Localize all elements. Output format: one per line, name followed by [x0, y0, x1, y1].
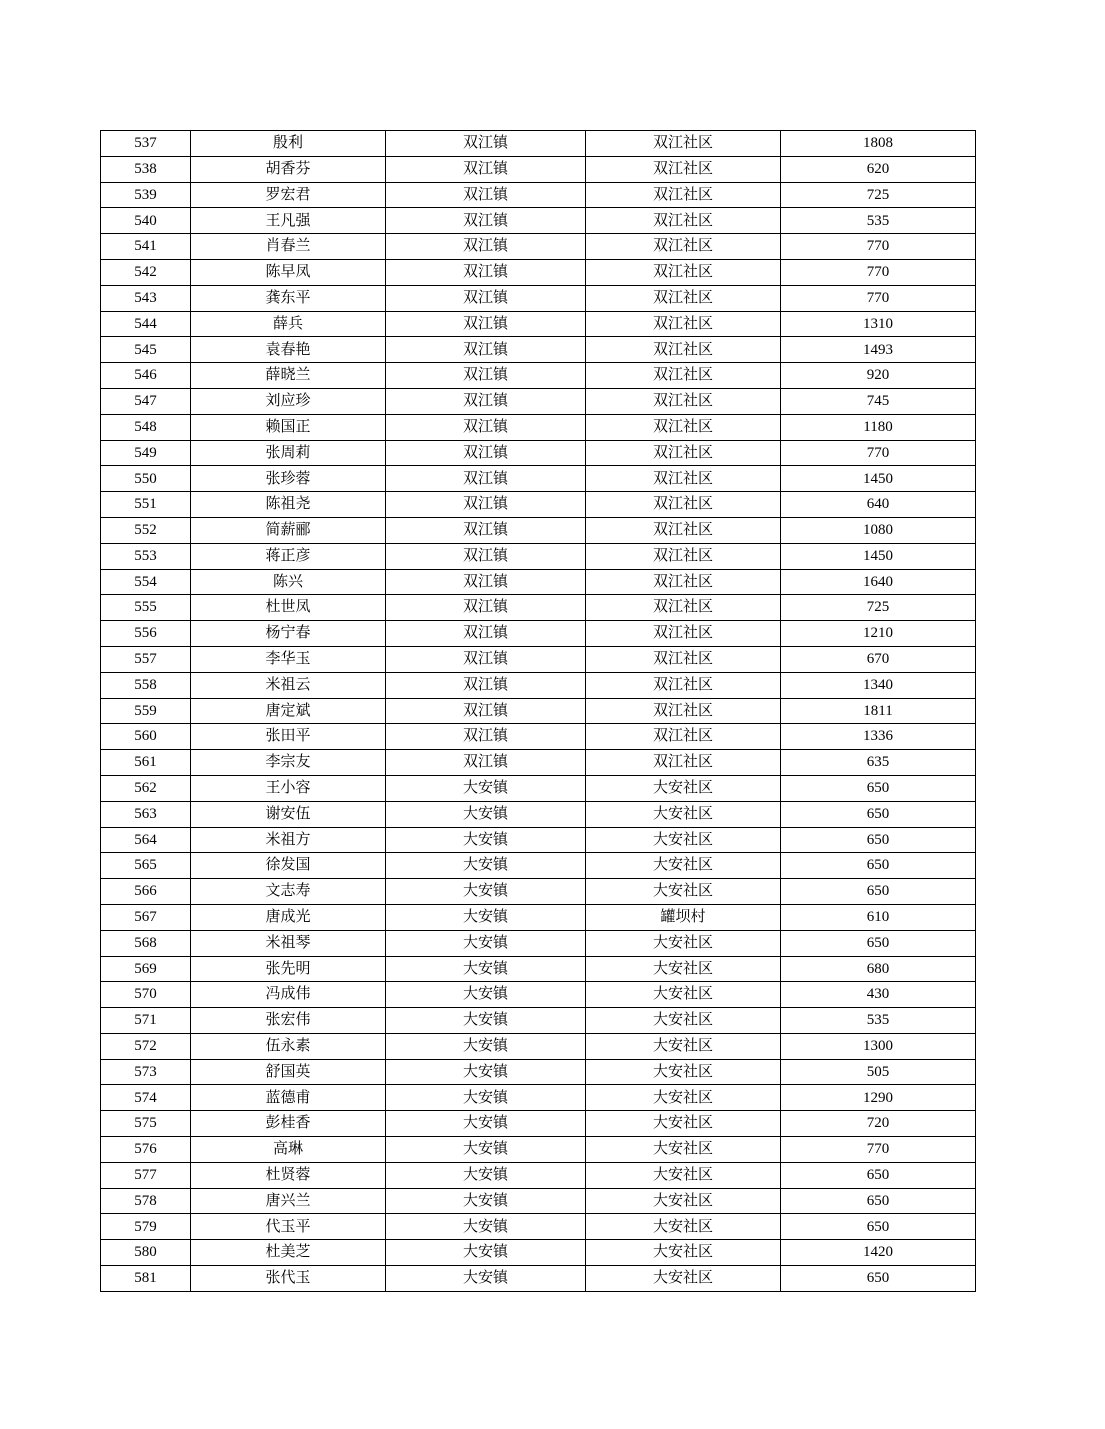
- row-number-cell: 551: [101, 492, 191, 518]
- table-row: [101, 904, 976, 930]
- row-number-cell: 567: [101, 904, 191, 930]
- amount-cell: 1180: [781, 414, 976, 440]
- row-number-cell: 546: [101, 363, 191, 389]
- amount-cell: 770: [781, 440, 976, 466]
- name-cell: 文志寿: [191, 879, 386, 905]
- table-row: [101, 156, 976, 182]
- name-cell: 李华玉: [191, 646, 386, 672]
- row-number-cell: 555: [101, 595, 191, 621]
- community-cell: 双江社区: [586, 259, 781, 285]
- amount-cell: 650: [781, 1214, 976, 1240]
- table-row: [101, 1059, 976, 1085]
- community-cell: 双江社区: [586, 131, 781, 157]
- row-number-cell: 561: [101, 750, 191, 776]
- town-cell: 双江镇: [386, 440, 586, 466]
- row-number-cell: 543: [101, 285, 191, 311]
- community-cell: 大安社区: [586, 1214, 781, 1240]
- amount-cell: 1450: [781, 543, 976, 569]
- town-cell: 大安镇: [386, 1111, 586, 1137]
- amount-cell: 1290: [781, 1085, 976, 1111]
- community-cell: 双江社区: [586, 750, 781, 776]
- town-cell: 双江镇: [386, 621, 586, 647]
- town-cell: 双江镇: [386, 234, 586, 260]
- community-cell: 双江社区: [586, 156, 781, 182]
- table-row: [101, 1162, 976, 1188]
- table-row: [101, 646, 976, 672]
- amount-cell: 1420: [781, 1240, 976, 1266]
- town-cell: 大安镇: [386, 853, 586, 879]
- row-number-cell: 570: [101, 982, 191, 1008]
- community-cell: 双江社区: [586, 208, 781, 234]
- row-number-cell: 566: [101, 879, 191, 905]
- community-cell: 大安社区: [586, 775, 781, 801]
- town-cell: 双江镇: [386, 646, 586, 672]
- table-row: [101, 853, 976, 879]
- town-cell: 双江镇: [386, 492, 586, 518]
- table-row: [101, 698, 976, 724]
- row-number-cell: 544: [101, 311, 191, 337]
- community-cell: 大安社区: [586, 956, 781, 982]
- name-cell: 陈兴: [191, 569, 386, 595]
- town-cell: 双江镇: [386, 569, 586, 595]
- row-number-cell: 542: [101, 259, 191, 285]
- table-row: [101, 595, 976, 621]
- community-cell: 大安社区: [586, 853, 781, 879]
- town-cell: 双江镇: [386, 724, 586, 750]
- community-cell: 罐坝村: [586, 904, 781, 930]
- amount-cell: 650: [781, 930, 976, 956]
- town-cell: 大安镇: [386, 1033, 586, 1059]
- amount-cell: 650: [781, 1188, 976, 1214]
- town-cell: 双江镇: [386, 414, 586, 440]
- row-number-cell: 568: [101, 930, 191, 956]
- row-number-cell: 541: [101, 234, 191, 260]
- row-number-cell: 548: [101, 414, 191, 440]
- town-cell: 大安镇: [386, 775, 586, 801]
- table-row: [101, 750, 976, 776]
- community-cell: 大安社区: [586, 1059, 781, 1085]
- amount-cell: 1808: [781, 131, 976, 157]
- table-row: [101, 363, 976, 389]
- row-number-cell: 578: [101, 1188, 191, 1214]
- amount-cell: 680: [781, 956, 976, 982]
- amount-cell: 770: [781, 1137, 976, 1163]
- town-cell: 双江镇: [386, 543, 586, 569]
- town-cell: 双江镇: [386, 750, 586, 776]
- name-cell: 杨宁春: [191, 621, 386, 647]
- name-cell: 王小容: [191, 775, 386, 801]
- town-cell: 大安镇: [386, 1162, 586, 1188]
- town-cell: 大安镇: [386, 1085, 586, 1111]
- table-row: [101, 672, 976, 698]
- name-cell: 肖春兰: [191, 234, 386, 260]
- name-cell: 代玉平: [191, 1214, 386, 1240]
- community-cell: 双江社区: [586, 543, 781, 569]
- row-number-cell: 537: [101, 131, 191, 157]
- row-number-cell: 554: [101, 569, 191, 595]
- row-number-cell: 572: [101, 1033, 191, 1059]
- community-cell: 双江社区: [586, 724, 781, 750]
- community-cell: 双江社区: [586, 234, 781, 260]
- community-cell: 大安社区: [586, 879, 781, 905]
- amount-cell: 1811: [781, 698, 976, 724]
- table-row: [101, 724, 976, 750]
- amount-cell: 745: [781, 388, 976, 414]
- amount-cell: 505: [781, 1059, 976, 1085]
- community-cell: 大安社区: [586, 801, 781, 827]
- amount-cell: 1210: [781, 621, 976, 647]
- town-cell: 双江镇: [386, 311, 586, 337]
- amount-cell: 1080: [781, 517, 976, 543]
- town-cell: 大安镇: [386, 1137, 586, 1163]
- row-number-cell: 581: [101, 1266, 191, 1292]
- community-cell: 双江社区: [586, 672, 781, 698]
- community-cell: 双江社区: [586, 698, 781, 724]
- table-row: [101, 569, 976, 595]
- amount-cell: 1493: [781, 337, 976, 363]
- town-cell: 大安镇: [386, 1240, 586, 1266]
- community-cell: 双江社区: [586, 517, 781, 543]
- table-row: [101, 440, 976, 466]
- row-number-cell: 562: [101, 775, 191, 801]
- row-number-cell: 576: [101, 1137, 191, 1163]
- town-cell: 双江镇: [386, 208, 586, 234]
- amount-cell: 1336: [781, 724, 976, 750]
- town-cell: 大安镇: [386, 930, 586, 956]
- row-number-cell: 550: [101, 466, 191, 492]
- amount-cell: 1450: [781, 466, 976, 492]
- community-cell: 双江社区: [586, 285, 781, 311]
- name-cell: 薛晓兰: [191, 363, 386, 389]
- name-cell: 彭桂香: [191, 1111, 386, 1137]
- community-cell: 双江社区: [586, 414, 781, 440]
- community-cell: 双江社区: [586, 440, 781, 466]
- amount-cell: 650: [781, 853, 976, 879]
- amount-cell: 1640: [781, 569, 976, 595]
- name-cell: 罗宏君: [191, 182, 386, 208]
- row-number-cell: 574: [101, 1085, 191, 1111]
- community-cell: 双江社区: [586, 569, 781, 595]
- community-cell: 双江社区: [586, 337, 781, 363]
- name-cell: 张珍蓉: [191, 466, 386, 492]
- table-row: [101, 208, 976, 234]
- amount-cell: 670: [781, 646, 976, 672]
- amount-cell: 1340: [781, 672, 976, 698]
- name-cell: 刘应珍: [191, 388, 386, 414]
- town-cell: 双江镇: [386, 182, 586, 208]
- town-cell: 大安镇: [386, 801, 586, 827]
- amount-cell: 1310: [781, 311, 976, 337]
- table-row: [101, 982, 976, 1008]
- row-number-cell: 559: [101, 698, 191, 724]
- table-row: [101, 517, 976, 543]
- town-cell: 大安镇: [386, 1266, 586, 1292]
- name-cell: 袁春艳: [191, 337, 386, 363]
- table-row: [101, 285, 976, 311]
- table-row: [101, 827, 976, 853]
- table-row: [101, 1240, 976, 1266]
- amount-cell: 650: [781, 1162, 976, 1188]
- community-cell: 大安社区: [586, 1111, 781, 1137]
- name-cell: 唐兴兰: [191, 1188, 386, 1214]
- row-number-cell: 552: [101, 517, 191, 543]
- town-cell: 双江镇: [386, 698, 586, 724]
- row-number-cell: 569: [101, 956, 191, 982]
- town-cell: 大安镇: [386, 982, 586, 1008]
- amount-cell: 920: [781, 363, 976, 389]
- row-number-cell: 549: [101, 440, 191, 466]
- town-cell: 双江镇: [386, 259, 586, 285]
- name-cell: 杜美芝: [191, 1240, 386, 1266]
- table-row: [101, 1085, 976, 1111]
- name-cell: 唐成光: [191, 904, 386, 930]
- name-cell: 陈祖尧: [191, 492, 386, 518]
- name-cell: 赖国正: [191, 414, 386, 440]
- name-cell: 伍永素: [191, 1033, 386, 1059]
- community-cell: 大安社区: [586, 827, 781, 853]
- town-cell: 大安镇: [386, 1214, 586, 1240]
- town-cell: 大安镇: [386, 904, 586, 930]
- name-cell: 舒国英: [191, 1059, 386, 1085]
- community-cell: 大安社区: [586, 1137, 781, 1163]
- table-row: [101, 388, 976, 414]
- name-cell: 薛兵: [191, 311, 386, 337]
- table-row: [101, 1137, 976, 1163]
- row-number-cell: 571: [101, 1008, 191, 1034]
- community-cell: 双江社区: [586, 646, 781, 672]
- town-cell: 大安镇: [386, 1008, 586, 1034]
- amount-cell: 650: [781, 1266, 976, 1292]
- name-cell: 蓝德甫: [191, 1085, 386, 1111]
- row-number-cell: 560: [101, 724, 191, 750]
- amount-cell: 650: [781, 801, 976, 827]
- community-cell: 双江社区: [586, 621, 781, 647]
- community-cell: 双江社区: [586, 595, 781, 621]
- roster-table: [100, 130, 976, 1292]
- amount-cell: 620: [781, 156, 976, 182]
- table-row: [101, 131, 976, 157]
- amount-cell: 635: [781, 750, 976, 776]
- name-cell: 唐定斌: [191, 698, 386, 724]
- town-cell: 双江镇: [386, 156, 586, 182]
- row-number-cell: 539: [101, 182, 191, 208]
- community-cell: 大安社区: [586, 1188, 781, 1214]
- name-cell: 高琳: [191, 1137, 386, 1163]
- community-cell: 大安社区: [586, 1033, 781, 1059]
- town-cell: 大安镇: [386, 1188, 586, 1214]
- row-number-cell: 540: [101, 208, 191, 234]
- row-number-cell: 577: [101, 1162, 191, 1188]
- name-cell: 张代玉: [191, 1266, 386, 1292]
- town-cell: 双江镇: [386, 388, 586, 414]
- amount-cell: 650: [781, 879, 976, 905]
- amount-cell: 720: [781, 1111, 976, 1137]
- town-cell: 双江镇: [386, 595, 586, 621]
- table-row: [101, 930, 976, 956]
- roster-table-body: [101, 131, 976, 1292]
- community-cell: 大安社区: [586, 1240, 781, 1266]
- row-number-cell: 538: [101, 156, 191, 182]
- amount-cell: 770: [781, 285, 976, 311]
- town-cell: 双江镇: [386, 466, 586, 492]
- table-row: [101, 466, 976, 492]
- row-number-cell: 558: [101, 672, 191, 698]
- town-cell: 大安镇: [386, 1059, 586, 1085]
- community-cell: 大安社区: [586, 1162, 781, 1188]
- name-cell: 张宏伟: [191, 1008, 386, 1034]
- amount-cell: 725: [781, 182, 976, 208]
- name-cell: 李宗友: [191, 750, 386, 776]
- row-number-cell: 579: [101, 1214, 191, 1240]
- table-row: [101, 775, 976, 801]
- amount-cell: 535: [781, 1008, 976, 1034]
- community-cell: 双江社区: [586, 492, 781, 518]
- name-cell: 王凡强: [191, 208, 386, 234]
- row-number-cell: 556: [101, 621, 191, 647]
- name-cell: 龚东平: [191, 285, 386, 311]
- community-cell: 大安社区: [586, 1085, 781, 1111]
- table-row: [101, 259, 976, 285]
- row-number-cell: 564: [101, 827, 191, 853]
- community-cell: 双江社区: [586, 311, 781, 337]
- community-cell: 双江社区: [586, 363, 781, 389]
- community-cell: 大安社区: [586, 982, 781, 1008]
- table-row: [101, 182, 976, 208]
- town-cell: 大安镇: [386, 879, 586, 905]
- community-cell: 大安社区: [586, 930, 781, 956]
- table-row: [101, 311, 976, 337]
- row-number-cell: 573: [101, 1059, 191, 1085]
- name-cell: 简薪郦: [191, 517, 386, 543]
- row-number-cell: 557: [101, 646, 191, 672]
- amount-cell: 430: [781, 982, 976, 1008]
- name-cell: 米祖方: [191, 827, 386, 853]
- town-cell: 双江镇: [386, 363, 586, 389]
- table-row: [101, 1266, 976, 1292]
- row-number-cell: 565: [101, 853, 191, 879]
- name-cell: 杜世凤: [191, 595, 386, 621]
- town-cell: 双江镇: [386, 285, 586, 311]
- amount-cell: 650: [781, 775, 976, 801]
- row-number-cell: 580: [101, 1240, 191, 1266]
- name-cell: 杜贤蓉: [191, 1162, 386, 1188]
- table-row: [101, 543, 976, 569]
- town-cell: 双江镇: [386, 337, 586, 363]
- town-cell: 双江镇: [386, 131, 586, 157]
- community-cell: 双江社区: [586, 466, 781, 492]
- town-cell: 大安镇: [386, 956, 586, 982]
- name-cell: 胡香芬: [191, 156, 386, 182]
- town-cell: 大安镇: [386, 827, 586, 853]
- table-row: [101, 1008, 976, 1034]
- town-cell: 双江镇: [386, 517, 586, 543]
- community-cell: 双江社区: [586, 388, 781, 414]
- community-cell: 大安社区: [586, 1266, 781, 1292]
- amount-cell: 1300: [781, 1033, 976, 1059]
- name-cell: 陈早凤: [191, 259, 386, 285]
- table-row: [101, 956, 976, 982]
- table-row: [101, 621, 976, 647]
- name-cell: 冯成伟: [191, 982, 386, 1008]
- amount-cell: 725: [781, 595, 976, 621]
- table-row: [101, 1214, 976, 1240]
- table-row: [101, 1033, 976, 1059]
- table-row: [101, 1111, 976, 1137]
- row-number-cell: 547: [101, 388, 191, 414]
- table-row: [101, 492, 976, 518]
- table-row: [101, 801, 976, 827]
- table-row: [101, 1188, 976, 1214]
- town-cell: 双江镇: [386, 672, 586, 698]
- table-row: [101, 234, 976, 260]
- table-row: [101, 414, 976, 440]
- row-number-cell: 575: [101, 1111, 191, 1137]
- amount-cell: 770: [781, 259, 976, 285]
- name-cell: 蒋正彦: [191, 543, 386, 569]
- name-cell: 米祖云: [191, 672, 386, 698]
- table-row: [101, 337, 976, 363]
- community-cell: 大安社区: [586, 1008, 781, 1034]
- name-cell: 张先明: [191, 956, 386, 982]
- table-row: [101, 879, 976, 905]
- amount-cell: 610: [781, 904, 976, 930]
- row-number-cell: 553: [101, 543, 191, 569]
- amount-cell: 640: [781, 492, 976, 518]
- name-cell: 徐发国: [191, 853, 386, 879]
- name-cell: 张田平: [191, 724, 386, 750]
- name-cell: 谢安伍: [191, 801, 386, 827]
- amount-cell: 650: [781, 827, 976, 853]
- amount-cell: 535: [781, 208, 976, 234]
- row-number-cell: 563: [101, 801, 191, 827]
- name-cell: 米祖琴: [191, 930, 386, 956]
- name-cell: 张周莉: [191, 440, 386, 466]
- amount-cell: 770: [781, 234, 976, 260]
- community-cell: 双江社区: [586, 182, 781, 208]
- name-cell: 殷利: [191, 131, 386, 157]
- row-number-cell: 545: [101, 337, 191, 363]
